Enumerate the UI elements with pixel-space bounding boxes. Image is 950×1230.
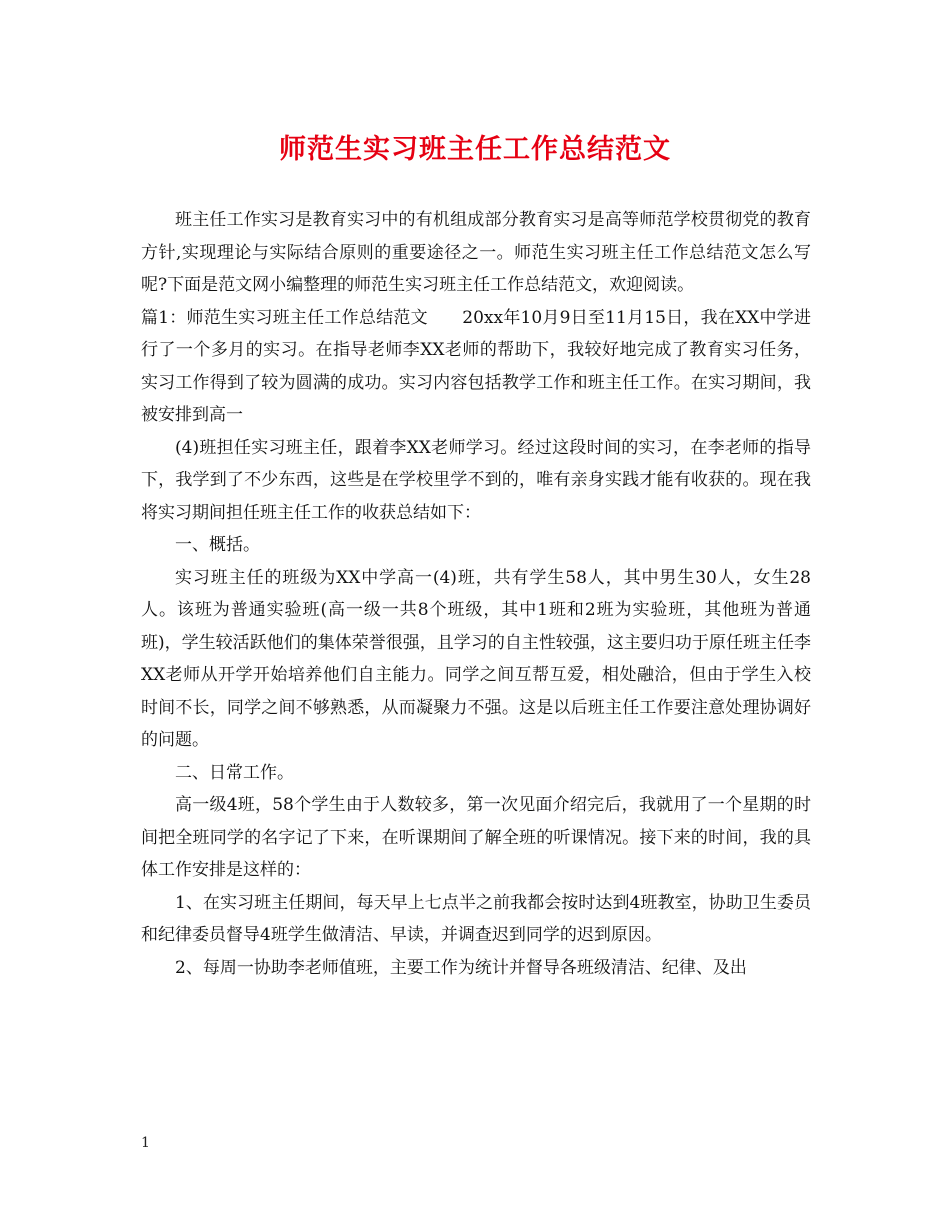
paragraph-class-assignment: (4)班担任实习班主任，跟着李XX老师学习。经过这段时间的实习，在李老师的指导下，我学到了不少东西，这些是在学校里学不到的，唯有亲身实践才能有收获的。现在我将实习期间担任班主任工作的收获总结如下：: [141, 437, 811, 523]
document-title: 师范生实习班主任工作总结范文: [279, 134, 671, 165]
section-heading-overview: 一、概括。: [175, 535, 260, 555]
paragraph-part-one: 篇1：师范生实习班主任工作总结范文 20xx年10月9日至11月15日，我在XX中学进行了一个多月的实习。在指导老师李XX老师的帮助下，我较好地完成了教育实习任务，实习工作得到了较为圆满的成功。实习内容包括教学工作和班主任工作。在实习期间，我被安排到高一: [141, 307, 811, 425]
paragraph-intro: 班主任工作实习是教育实习中的有机组成部分教育实习是高等师范学校贯彻党的教育方针,实现理论与实际结合原则的重要途径之一。师范生实习班主任工作总结范文怎么写呢?下面是范文网小编整理的师范生实习班主任工作总结范文，欢迎阅读。: [141, 210, 811, 295]
page-number: 1: [141, 1135, 150, 1151]
list-item-2: 2、每周一协助李老师值班，主要工作为统计并督导各班级清洁、纪律、及出: [175, 957, 747, 978]
paragraph-overview: 实习班主任的班级为XX中学高一(4)班，共有学生58人，其中男生30人，女生28人。该班为普通实验班(高一级一共8个班级，其中1班和2班为实验班，其他班为普通班)，学生较活跃他们的集体荣誉很强，且学习的自主性较强，这主要归功于原任班主任李XX老师从开学开始培养他们自主能力。同学之间互帮互爱，相处融洽，但由于学生入校时间不长，同学之间不够熟悉，从而凝聚力不强。这是以后班主任工作要注意处理协调好的问题。: [141, 567, 811, 750]
document-body: [141, 204, 811, 984]
section-heading-daily-work: 二、日常工作。: [175, 762, 294, 783]
paragraph-daily-work: 高一级4班，58个学生由于人数较多，第一次见面介绍完后，我就用了一个星期的时间把全班同学的名字记了下来，在听课期间了解全班的听课情况。接下来的时间，我的具体工作安排是这样的：: [141, 795, 811, 880]
list-item-1: 1、在实习班主任期间，每天早上七点半之前我都会按时达到4班教室，协助卫生委员和纪律委员督导4班学生做清洁、早读，并调查迟到同学的迟到原因。: [141, 892, 811, 945]
